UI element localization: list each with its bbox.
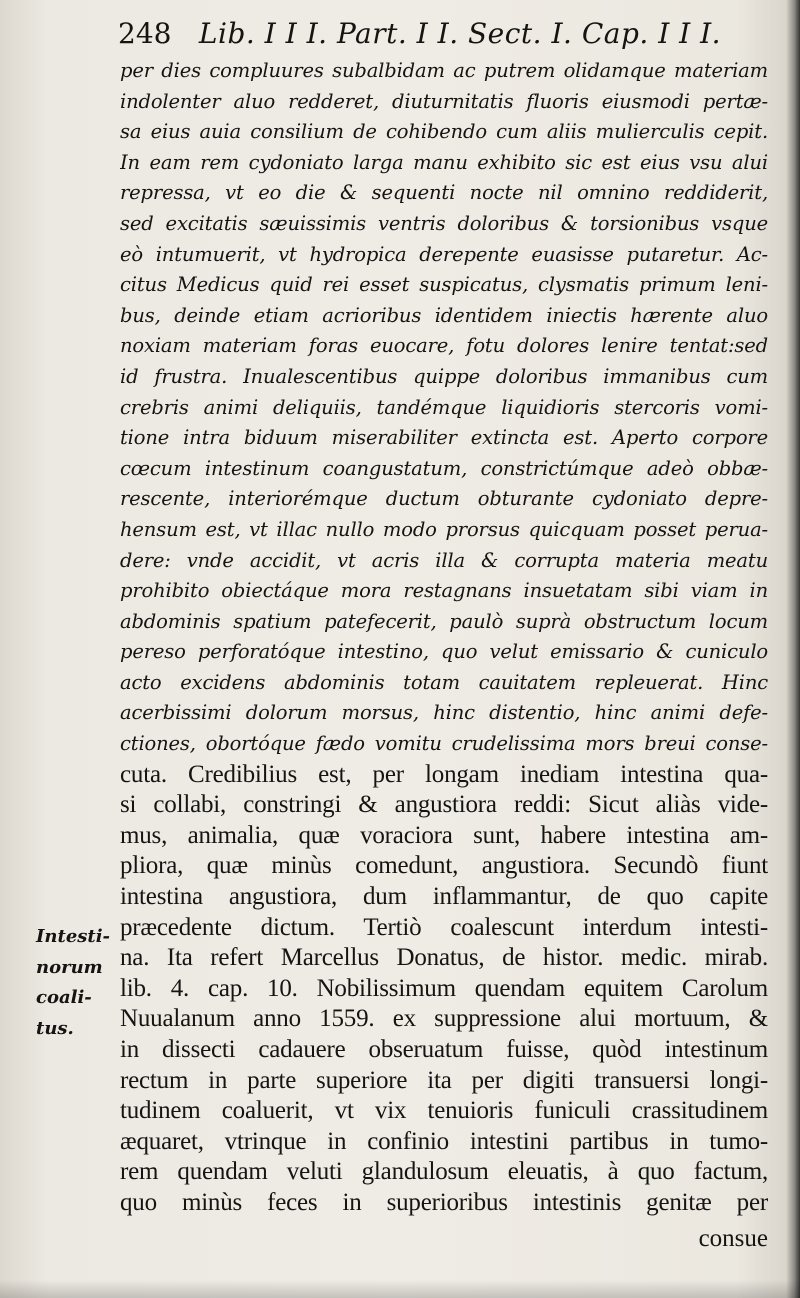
text-line: cœcum intestinum coangustatum, constrictúmque adeò obbæ- — [120, 456, 768, 480]
text-line: acerbissimi dolorum morsus, hinc distentio, hinc animi defe- — [120, 701, 768, 725]
text-line: sed excitatis sæuissimis ventris doloribus & torsionibus vsque — [120, 211, 768, 235]
text-line: rem quendam veluti glandulosum eleuatis, à quo factum, — [120, 1158, 768, 1186]
marginal-note-line: Intesti- — [36, 926, 111, 947]
text-line: intestina angustiora, dum inflammantur, de quo capite — [120, 883, 768, 911]
page-edge-shadow — [786, 0, 800, 1298]
text-line: tudinem coaluerit, vt vix tenuioris funiculi crassitudinem — [120, 1097, 768, 1125]
text-line: crebris animi deliquiis, tandémque liquidioris stercoris vomi- — [120, 395, 768, 419]
page-number: 248 — [118, 17, 172, 50]
text-line: repressa, vt eo die & sequenti nocte nil omnino reddiderit, — [120, 181, 768, 205]
text-line: abdominis spatium patefecerit, paulò suprà obstructum locum — [120, 609, 768, 633]
main-text-block — [120, 56, 768, 1219]
text-line: indolenter aluo redderet, diuturnitatis fluoris eiusmodi pertæ- — [120, 89, 768, 113]
text-line: dere: vnde accidit, vt acris illa & corrupta materia meatu — [120, 548, 768, 572]
marginal-note — [36, 922, 120, 1044]
text-line: in dissecti cadauere obseruatum fuisse, quòd intestinum — [120, 1036, 768, 1063]
text-line: æquaret, vtrinque in confinio intestini partibus in tumo- — [120, 1127, 768, 1155]
text-line: noxiam materiam foras euocare, fotu dolores lenire tentat:sed — [120, 334, 768, 358]
text-line: rectum in parte superiore ita per digiti transuersi longi- — [120, 1066, 768, 1094]
text-line: rescente, interiorémque ductum obturante cydoniato depre- — [120, 487, 768, 511]
text-line: tione intra biduum miserabiliter extincta est. Aperto corpore — [120, 426, 768, 450]
text-line: cuta. Credibilius est, per longam inediam intestina qua- — [120, 760, 768, 788]
text-line: præcedente dictum. Tertiò coalescunt interdum intesti- — [120, 913, 768, 941]
text-line: mus, animalia, quæ voraciora sunt, habere intestina am- — [120, 821, 768, 849]
text-line: Nuualanum anno 1559. ex suppressione alui mortuum, & — [120, 1005, 768, 1033]
text-line: id frustra. Inualescentibus quippe doloribus immanibus cum — [120, 364, 768, 388]
marginal-note-line: tus. — [36, 1017, 74, 1039]
marginal-note-line: coali- — [36, 987, 92, 1009]
page-header — [118, 14, 758, 54]
text-line: ctiones, obortóque fædo vomitu crudelissima mors breui conse- — [120, 732, 768, 756]
page-bottom-shadow — [0, 1280, 800, 1298]
running-head: Lib. I I I. Part. I I. Sect. I. Cap. I I I. — [198, 17, 722, 50]
text-line: In eam rem cydoniato larga manu exhibito sic est eius vsu alui — [120, 150, 768, 174]
text-line: sa eius auia consilium de cohibendo cum aliis mulierculis cepit. — [120, 120, 768, 144]
text-line: lib. 4. cap. 10. Nobilissimum quendam equitem Carolum — [120, 974, 768, 1002]
text-line: quo minùs feces in superioribus intestinis genitæ per — [120, 1188, 768, 1216]
text-line: per dies compluures subalbidam ac putrem olidamque materiam — [120, 59, 768, 82]
text-line: pliora, quæ minùs comedunt, angustiora. Secundò fiunt — [120, 852, 768, 880]
text-line: citus Medicus quid rei esset suspicatus, clysmatis primum leni- — [120, 273, 768, 297]
text-line: hensum est, vt illac nullo modo prorsus quicquam posset perua- — [120, 517, 768, 541]
text-line: pereso perforatóque intestino, quo velut emissario & cuniculo — [120, 640, 768, 664]
text-line: acto excidens abdominis totam cauitatem repleuerat. Hinc — [120, 670, 768, 694]
marginal-note-line: norum — [36, 956, 103, 978]
catchword: consue — [698, 1225, 768, 1252]
text-line: prohibito obiectáque mora restagnans insuetatam sibi viam in — [120, 579, 768, 603]
text-line: bus, deinde etiam acrioribus identidem iniectis hærente aluo — [120, 303, 768, 327]
text-line: si collabi, constringi & angustiora reddi: Sicut aliàs vide- — [120, 791, 768, 819]
text-line: eò intumuerit, vt hydropica derepente euasisse putaretur. Ac- — [120, 242, 768, 266]
text-line: na. Ita refert Marcellus Donatus, de histor. medic. mirab. — [120, 944, 768, 972]
